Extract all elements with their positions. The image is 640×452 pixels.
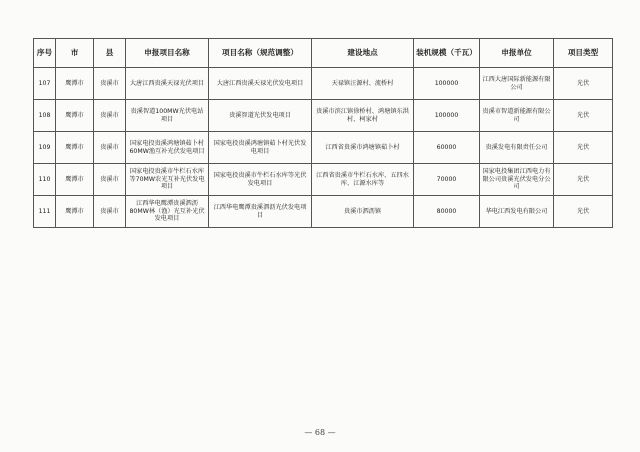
cell-county: 贵溪市 bbox=[94, 100, 126, 132]
table-header-row bbox=[34, 39, 613, 68]
cell-city: 鹰潭市 bbox=[56, 132, 94, 164]
table-row bbox=[34, 100, 613, 132]
table-row bbox=[34, 164, 613, 196]
cell-location: 江西省贵溪市牛栏石水库、五四水库、江源水库等 bbox=[312, 164, 414, 196]
cell-capacity: 80000 bbox=[414, 196, 480, 228]
cell-declared-name: 贵溪智道100MW光伏电站项目 bbox=[126, 100, 209, 132]
cell-index: 111 bbox=[34, 196, 56, 228]
cell-index: 108 bbox=[34, 100, 56, 132]
cell-capacity: 100000 bbox=[414, 100, 480, 132]
header-applicant: 申报单位 bbox=[480, 39, 554, 68]
header-project-type: 项目类型 bbox=[554, 39, 613, 68]
header-declared-name: 申报项目名称 bbox=[126, 39, 209, 68]
cell-applicant: 国家电投集团江西电力有限公司贵溪光伏发电分公司 bbox=[480, 164, 554, 196]
cell-county: 贵溪市 bbox=[94, 68, 126, 100]
cell-index: 109 bbox=[34, 132, 56, 164]
table-row bbox=[34, 132, 613, 164]
cell-location: 天禄镇汪源村、流桥村 bbox=[312, 68, 414, 100]
cell-county: 贵溪市 bbox=[94, 132, 126, 164]
cell-capacity: 70000 bbox=[414, 164, 480, 196]
cell-county: 贵溪市 bbox=[94, 196, 126, 228]
header-index: 序号 bbox=[34, 39, 56, 68]
page-number: — 68 — bbox=[304, 428, 336, 437]
cell-location: 贵溪市滨江镇徐桥村、鸿塘镇东洪村、柯家村 bbox=[312, 100, 414, 132]
cell-normalized-name: 国家电投贵溪市牛栏石水库等光伏发电项目 bbox=[209, 164, 312, 196]
cell-applicant: 贵溪市智道新能源有限公司 bbox=[480, 100, 554, 132]
header-location: 建设地点 bbox=[312, 39, 414, 68]
cell-declared-name: 江西华电鹰潭贵溪泗沥80MW林（渔）光互补光伏发电项目 bbox=[126, 196, 209, 228]
cell-applicant: 贵溪发电有限责任公司 bbox=[480, 132, 554, 164]
cell-capacity: 100000 bbox=[414, 68, 480, 100]
table-row bbox=[34, 68, 613, 100]
cell-project-type: 光伏 bbox=[554, 132, 613, 164]
cell-project-type: 光伏 bbox=[554, 68, 613, 100]
cell-normalized-name: 贵溪智道光伏发电项目 bbox=[209, 100, 312, 132]
cell-index: 107 bbox=[34, 68, 56, 100]
header-county: 县 bbox=[94, 39, 126, 68]
cell-city: 鹰潭市 bbox=[56, 100, 94, 132]
cell-city: 鹰潭市 bbox=[56, 68, 94, 100]
cell-location: 江西省贵溪市鸿塘镇茹卜村 bbox=[312, 132, 414, 164]
cell-declared-name: 大唐江西贵溪天禄光伏项目 bbox=[126, 68, 209, 100]
cell-project-type: 光伏 bbox=[554, 100, 613, 132]
table-row bbox=[34, 196, 613, 228]
cell-applicant: 江西大唐国际新能源有限公司 bbox=[480, 68, 554, 100]
cell-capacity: 60000 bbox=[414, 132, 480, 164]
cell-index: 110 bbox=[34, 164, 56, 196]
cell-declared-name: 国家电投贵溪鸿塘镇茹卜村60MW渔互补光伏发电项目 bbox=[126, 132, 209, 164]
cell-normalized-name: 江西华电鹰潭贵溪泗沥光伏发电项目 bbox=[209, 196, 312, 228]
cell-normalized-name: 大唐江西贵溪天禄光伏发电项目 bbox=[209, 68, 312, 100]
project-table bbox=[33, 38, 613, 228]
cell-declared-name: 国家电投贵溪市牛栏石水库等70MW农光互补光伏发电项目 bbox=[126, 164, 209, 196]
cell-normalized-name: 国家电投贵溪鸿塘镇茹卜村光伏发电项目 bbox=[209, 132, 312, 164]
cell-project-type: 光伏 bbox=[554, 196, 613, 228]
header-city: 市 bbox=[56, 39, 94, 68]
cell-applicant: 华电江西发电有限公司 bbox=[480, 196, 554, 228]
cell-city: 鹰潭市 bbox=[56, 196, 94, 228]
header-capacity: 装机规模（千瓦） bbox=[414, 39, 480, 68]
cell-county: 贵溪市 bbox=[94, 164, 126, 196]
cell-project-type: 光伏 bbox=[554, 164, 613, 196]
cell-location: 贵溪市泗沥镇 bbox=[312, 196, 414, 228]
cell-city: 鹰潭市 bbox=[56, 164, 94, 196]
header-normalized-name: 项目名称（规范调整） bbox=[209, 39, 312, 68]
